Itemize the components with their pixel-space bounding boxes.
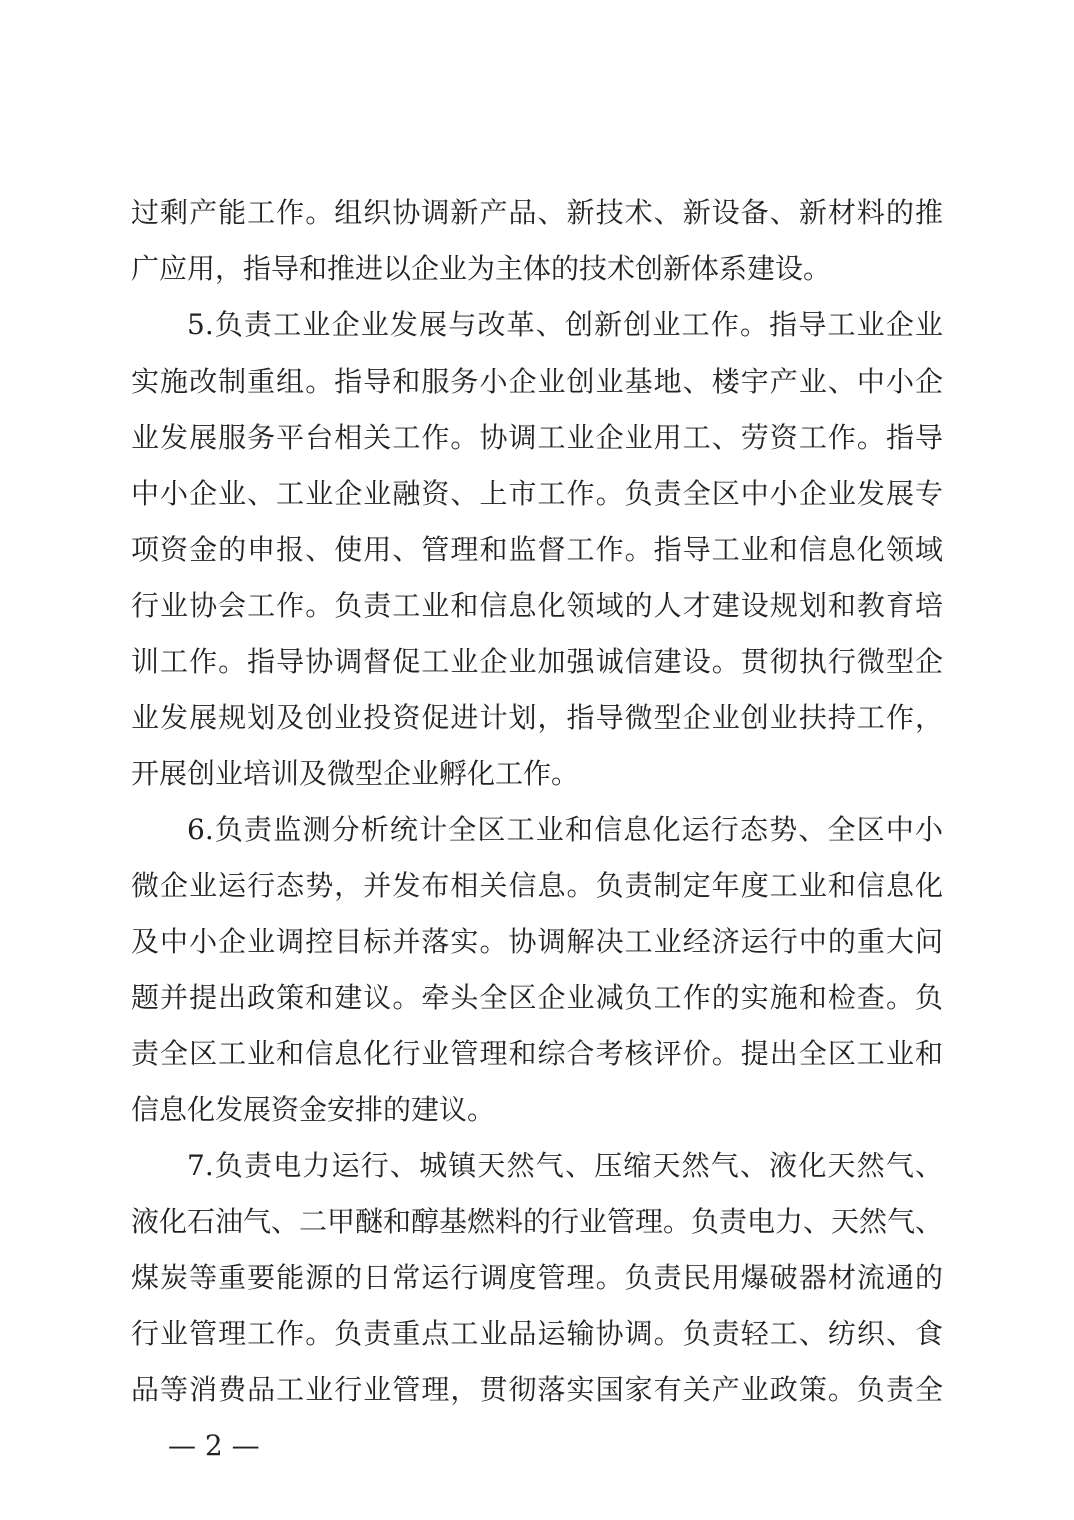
text-line: 液化石油气、二甲醚和醇基燃料的行业管理。负责电力、天然气、 [131, 1205, 943, 1238]
text-line: 过剩产能工作。组织协调新产品、新技术、新设备、新材料的推 [131, 196, 943, 229]
text-line: 项资金的申报、使用、管理和监督工作。指导工业和信息化领域 [131, 533, 943, 566]
text-line: 中小企业、工业企业融资、上市工作。负责全区中小企业发展专 [131, 477, 943, 510]
section-5-heading-line: 5.负责工业企业发展与改革、创新创业工作。指导工业企业 [187, 308, 943, 341]
text-line: 广应用，指导和推进以企业为主体的技术创新体系建设。 [131, 252, 832, 285]
text-line: 行业协会工作。负责工业和信息化领域的人才建设规划和教育培 [131, 589, 943, 622]
text-line: 训工作。指导协调督促工业企业加强诚信建设。贯彻执行微型企 [131, 645, 943, 678]
section-6-heading-line: 6.负责监测分析统计全区工业和信息化运行态势、全区中小 [187, 813, 943, 846]
text-line: 信息化发展资金安排的建议。 [131, 1093, 496, 1126]
page-number: — 2 — [168, 1429, 260, 1462]
text-line: 题并提出政策和建议。牵头全区企业减负工作的实施和检查。负 [131, 981, 943, 1014]
text-line: 责全区工业和信息化行业管理和综合考核评价。提出全区工业和 [131, 1037, 943, 1070]
text-line: 业发展规划及创业投资促进计划，指导微型企业创业扶持工作， [131, 701, 943, 734]
section-7-heading-line: 7.负责电力运行、城镇天然气、压缩天然气、液化天然气、 [187, 1149, 943, 1182]
text-line: 微企业运行态势，并发布相关信息。负责制定年度工业和信息化 [131, 869, 943, 902]
text-line: 煤炭等重要能源的日常运行调度管理。负责民用爆破器材流通的 [131, 1261, 943, 1294]
text-line: 行业管理工作。负责重点工业品运输协调。负责轻工、纺织、食 [131, 1317, 943, 1350]
text-line: 开展创业培训及微型企业孵化工作。 [131, 757, 580, 790]
text-line: 业发展服务平台相关工作。协调工业企业用工、劳资工作。指导 [131, 421, 943, 454]
text-line: 实施改制重组。指导和服务小企业创业基地、楼宇产业、中小企 [131, 365, 943, 398]
text-line: 及中小企业调控目标并落实。协调解决工业经济运行中的重大问 [131, 925, 943, 958]
text-line: 品等消费品工业行业管理，贯彻落实国家有关产业政策。负责全 [131, 1373, 943, 1406]
